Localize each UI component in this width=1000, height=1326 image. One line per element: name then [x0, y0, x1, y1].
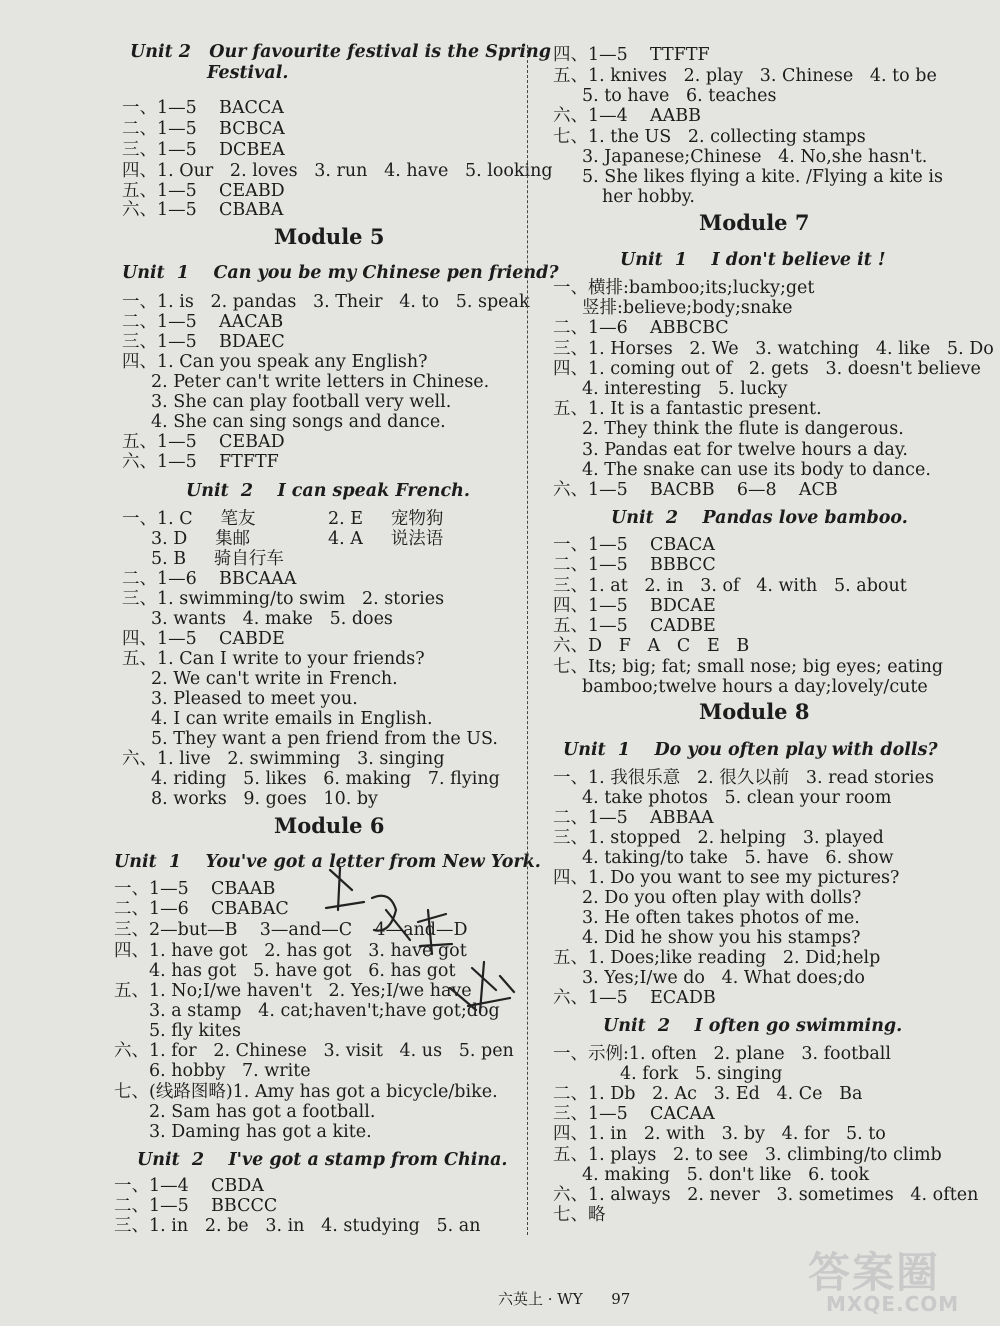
module-heading: Module 6 — [274, 813, 385, 838]
answer-line: 3. Pleased to meet you. — [151, 689, 358, 709]
answer-line: 2. Sam has got a football. — [149, 1102, 376, 1122]
answer-line: 六、1—5 ECADB — [553, 988, 716, 1008]
answer-line: 七、(线路图略)1. Amy has got a bicycle/bike. — [114, 1082, 498, 1102]
answer-line: 3. wants 4. make 5. does — [151, 609, 393, 629]
answer-line: 5. She likes flying a kite. /Flying a kite is — [582, 167, 943, 187]
answer-line: 2. E 宠物狗 — [328, 509, 444, 529]
answer-line: 四、1—5 CABDE — [122, 629, 285, 649]
answer-line: 4. Did he show you his stamps? — [582, 928, 861, 948]
answer-line: 二、1—5 BBBCC — [553, 555, 716, 575]
answer-line: 一、横排:bamboo;its;lucky;get — [553, 278, 815, 298]
answer-line: 3. Yes;I/we do 4. What does;do — [582, 968, 865, 988]
answer-line: 五、1—5 CADBE — [553, 616, 716, 636]
unit-heading: Unit 2 I've got a stamp from China. — [137, 1150, 508, 1170]
answer-line: 四、1. Can you speak any English? — [122, 352, 428, 372]
page-footer: 六英上 · WY 97 — [498, 1290, 631, 1308]
answer-line: 4. She can sing songs and dance. — [151, 412, 446, 432]
answer-line: 三、1. stopped 2. helping 3. played — [553, 828, 884, 848]
answer-line: 七、1. the US 2. collecting stamps — [553, 127, 866, 147]
column-divider — [527, 45, 528, 1235]
answer-line: 3. Daming has got a kite. — [149, 1122, 372, 1142]
answer-line: 四、1—5 BDCAE — [553, 596, 716, 616]
answer-line: 3. D 集邮 — [151, 529, 251, 549]
answer-line: 一、示例:1. often 2. plane 3. football — [553, 1044, 891, 1064]
answer-line: 一、1—5 BACCA — [122, 98, 284, 118]
answer-line: 4. fork 5. singing — [620, 1064, 783, 1084]
answer-line: 五、1. knives 2. play 3. Chinese 4. to be — [553, 66, 937, 86]
unit-heading: Unit 1 You've got a letter from New York. — [114, 852, 541, 872]
answer-line: 二、1—6 CBABAC — [114, 899, 289, 919]
answer-line: 一、1—5 CBAAB — [114, 879, 276, 899]
answer-line: 二、1—5 ABBAA — [553, 808, 714, 828]
answer-line: 三、1—5 BDAEC — [122, 332, 285, 352]
module-heading: Module 8 — [699, 699, 810, 724]
answer-line: 五、1. No;I/we haven't 2. Yes;I/we have — [114, 981, 472, 1001]
answer-line: 六、1. for 2. Chinese 3. visit 4. us 5. pen — [114, 1041, 514, 1061]
answer-line: 七、略 — [553, 1205, 606, 1225]
answer-line: 四、1. coming out of 2. gets 3. doesn't believe — [553, 359, 981, 379]
answer-line: 六、D F A C E B — [553, 636, 750, 656]
handwriting-scribble — [300, 850, 530, 1030]
answer-line: 竖排:believe;body;snake — [582, 298, 793, 318]
answer-line: 3. Japanese;Chinese 4. No,she hasn't. — [582, 147, 928, 167]
answer-line: 3. a stamp 4. cat;haven't;have got;dog — [149, 1001, 500, 1021]
answer-line: 2. Peter can't write letters in Chinese. — [151, 372, 490, 392]
answer-line: 一、1—5 CBACA — [553, 535, 715, 555]
answer-line: 3. He often takes photos of me. — [582, 908, 860, 928]
answer-line: 四、1. Do you want to see my pictures? — [553, 868, 900, 888]
answer-line: 5. to have 6. teaches — [582, 86, 777, 106]
answer-line: 五、1. Can I write to your friends? — [122, 649, 425, 669]
answer-line: 三、1—5 DCBEA — [122, 140, 285, 160]
answer-line: 4. take photos 5. clean your room — [582, 788, 892, 808]
module-heading: Module 7 — [699, 210, 810, 235]
answer-line: 4. making 5. don't like 6. took — [582, 1165, 870, 1185]
watermark-logo — [808, 1240, 998, 1320]
answer-line: 2. They think the flute is dangerous. — [582, 419, 904, 439]
answer-line: 2. We can't write in French. — [151, 669, 398, 689]
answer-line: bamboo;twelve hours a day;lovely/cute — [582, 677, 928, 697]
answer-line: 一、1. C 笔友 — [122, 509, 256, 529]
watermark-text: 答案圈 — [808, 1248, 941, 1297]
answer-line: 四、1—5 TTFTF — [553, 45, 710, 65]
answer-line: her hobby. — [602, 187, 695, 207]
answer-line: 四、1. in 2. with 3. by 4. for 5. to — [553, 1124, 886, 1144]
answer-line: 一、1. 我很乐意 2. 很久以前 3. read stories — [553, 768, 934, 788]
answer-line: 三、1. in 2. be 3. in 4. studying 5. an — [114, 1216, 481, 1236]
answer-line: 五、1—5 CEBAD — [122, 432, 285, 452]
answer-line: 六、1—5 CBABA — [122, 200, 284, 220]
answer-line: 三、1. Horses 2. We 3. watching 4. like 5. Do — [553, 339, 994, 359]
answer-line: 一、1. is 2. pandas 3. Their 4. to 5. speak — [122, 292, 530, 312]
answer-line: 五、1. Does;like reading 2. Did;help — [553, 948, 881, 968]
answer-line: 六、1. always 2. never 3. sometimes 4. often — [553, 1185, 979, 1205]
answer-line: 6. hobby 7. write — [149, 1061, 311, 1081]
watermark-url: MXQE.COM — [826, 1292, 960, 1316]
module-heading: Module 5 — [274, 224, 385, 249]
answer-line: 4. interesting 5. lucky — [582, 379, 788, 399]
unit-heading: Unit 1 I don't believe it ! — [620, 250, 886, 270]
answer-line: 二、1—6 ABBCBC — [553, 318, 729, 338]
answer-line: 三、1—5 CACAA — [553, 1104, 715, 1124]
answer-line: 4. riding 5. likes 6. making 7. flying — [151, 769, 500, 789]
answer-line: 七、Its; big; fat; small nose; big eyes; eating — [553, 657, 944, 677]
answer-line: 4. I can write emails in English. — [151, 709, 433, 729]
answer-line: 二、1—6 BBCAAA — [122, 569, 297, 589]
answer-line: 8. works 9. goes 10. by — [151, 789, 378, 809]
answer-line: 六、1—5 BACBB 6—8 ACB — [553, 480, 838, 500]
answer-line: 4. taking/to take 5. have 6. show — [582, 848, 894, 868]
answer-line: 三、1. swimming/to swim 2. stories — [122, 589, 445, 609]
unit-heading: Festival. — [207, 63, 289, 83]
unit-heading: Unit 2 Pandas love bamboo. — [611, 508, 908, 528]
answer-line: 4. A 说法语 — [328, 529, 444, 549]
answer-line: 5. B 骑自行车 — [151, 549, 284, 569]
answer-line: 三、2—but—B 3—and—C 4—and—D — [114, 920, 468, 940]
answer-line: 二、1. Db 2. Ac 3. Ed 4. Ce Ba — [553, 1084, 863, 1104]
answer-line: 3. Pandas eat for twelve hours a day. — [582, 440, 908, 460]
answer-line: 5. They want a pen friend from the US. — [151, 729, 498, 749]
answer-line: 六、1—5 FTFTF — [122, 452, 279, 472]
unit-heading: Unit 2 Our favourite festival is the Spring — [130, 42, 551, 62]
answer-line: 5. fly kites — [149, 1021, 241, 1041]
answer-line: 2. Do you often play with dolls? — [582, 888, 862, 908]
answer-line: 二、1—5 BBCCC — [114, 1196, 278, 1216]
answer-line: 五、1. plays 2. to see 3. climbing/to climb — [553, 1145, 942, 1165]
unit-heading: Unit 2 I can speak French. — [186, 481, 470, 501]
answer-line: 四、1. have got 2. has got 3. have got — [114, 941, 467, 961]
unit-heading: Unit 1 Can you be my Chinese pen friend? — [122, 263, 559, 283]
answer-line: 4. has got 5. have got 6. has got — [149, 961, 456, 981]
answer-line: 四、1. Our 2. loves 3. run 4. have 5. looking — [122, 161, 553, 181]
answer-line: 六、1—4 AABB — [553, 106, 702, 126]
answer-line: 4. The snake can use its body to dance. — [582, 460, 931, 480]
answer-line: 五、1—5 CEABD — [122, 181, 285, 201]
answer-line: 二、1—5 AACAB — [122, 312, 284, 332]
answer-line: 五、1. It is a fantastic present. — [553, 399, 822, 419]
answer-line: 六、1. live 2. swimming 3. singing — [122, 749, 445, 769]
answer-line: 一、1—4 CBDA — [114, 1176, 264, 1196]
answer-line: 二、1—5 BCBCA — [122, 119, 285, 139]
unit-heading: Unit 1 Do you often play with dolls? — [563, 740, 938, 760]
answer-line: 三、1. at 2. in 3. of 4. with 5. about — [553, 576, 907, 596]
unit-heading: Unit 2 I often go swimming. — [603, 1016, 903, 1036]
answer-line: 3. She can play football very well. — [151, 392, 452, 412]
